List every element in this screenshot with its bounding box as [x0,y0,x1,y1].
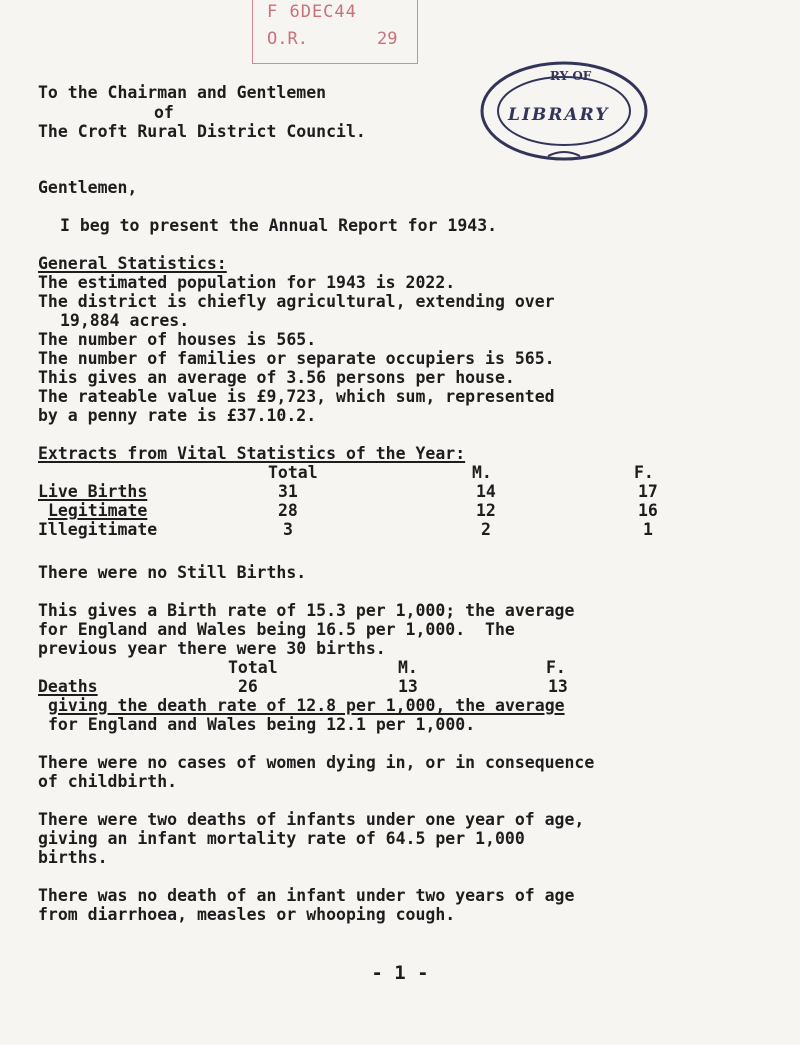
general-line: The number of houses is 565. [38,330,317,349]
cell-total: 31 [278,482,298,501]
cell-total: 28 [278,501,298,520]
address-line-1: To the Chairman and Gentlemen [38,83,327,102]
birth-rate-line: This gives a Birth rate of 15.3 per 1,000; the average [38,601,575,620]
row-label: Illegitimate [38,520,158,539]
general-line: The estimated population for 1943 is 2022. [38,273,456,292]
cell-f: 16 [638,501,658,520]
deaths-column-m: M. [398,658,418,677]
maternal-line: There were no cases of women dying in, or in consequence [38,753,595,772]
stamp-date: F 6DEC44 [267,2,357,22]
received-stamp [252,0,418,64]
general-line: The district is chiefly agricultural, extending over [38,292,555,311]
infant-line: births. [38,848,108,867]
maternal-line: of childbirth. [38,772,178,791]
row-label: Legitimate [48,501,148,520]
death-rate-line: giving the death rate of 12.8 per 1,000, the average [48,696,565,715]
diarrhoea-line: There was no death of an infant under two years of age [38,886,575,905]
cell-f: 1 [643,520,653,539]
vital-statistics-heading: Extracts from Vital Statistics of the Year: [38,444,466,463]
cell-total: 3 [283,520,293,539]
deaths-m: 13 [398,677,418,696]
deaths-column-f: F. [546,658,566,677]
infant-line: There were two deaths of infants under one year of age, [38,810,585,829]
salutation: Gentlemen, [38,178,138,197]
death-rate-line: for England and Wales being 12.1 per 1,000. [48,715,476,734]
page-number: - 1 - [371,962,429,984]
deaths-column-total: Total [228,658,278,677]
library-seal-icon [478,58,653,168]
infant-line: giving an infant mortality rate of 64.5 per 1,000 [38,829,525,848]
birth-rate-line: for England and Wales being 16.5 per 1,000. The [38,620,515,639]
address-line-3: The Croft Rural District Council. [38,122,366,141]
general-line: by a penny rate is £37.10.2. [38,406,317,425]
general-statistics-heading: General Statistics: [38,254,227,273]
birth-rate-line: previous year there were 30 births. [38,639,386,658]
row-label: Live Births [38,482,148,501]
column-m: M. [472,463,492,482]
seal-center-text: LIBRARY [508,105,610,125]
cell-m: 14 [476,482,496,501]
stamp-ref: O.R. [267,29,308,49]
deaths-label: Deaths [38,677,98,696]
general-line: This gives an average of 3.56 persons per house. [38,368,515,387]
cell-f: 17 [638,482,658,501]
column-f: F. [634,463,654,482]
diarrhoea-line: from diarrhoea, measles or whooping cough. [38,905,456,924]
still-births-text: There were no Still Births. [38,563,307,582]
intro-text: I beg to present the Annual Report for 1943. [60,216,498,235]
address-line-2: of [154,103,174,122]
cell-m: 2 [481,520,491,539]
general-line: 19,884 acres. [60,311,190,330]
general-line: The number of families or separate occupiers is 565. [38,349,555,368]
stamp-number: 29 [377,29,398,49]
column-total: Total [268,463,318,482]
general-line: The rateable value is £9,723, which sum, represented [38,387,555,406]
seal-top-text: RY OF [550,69,592,83]
deaths-total: 26 [238,677,258,696]
cell-m: 12 [476,501,496,520]
deaths-f: 13 [548,677,568,696]
